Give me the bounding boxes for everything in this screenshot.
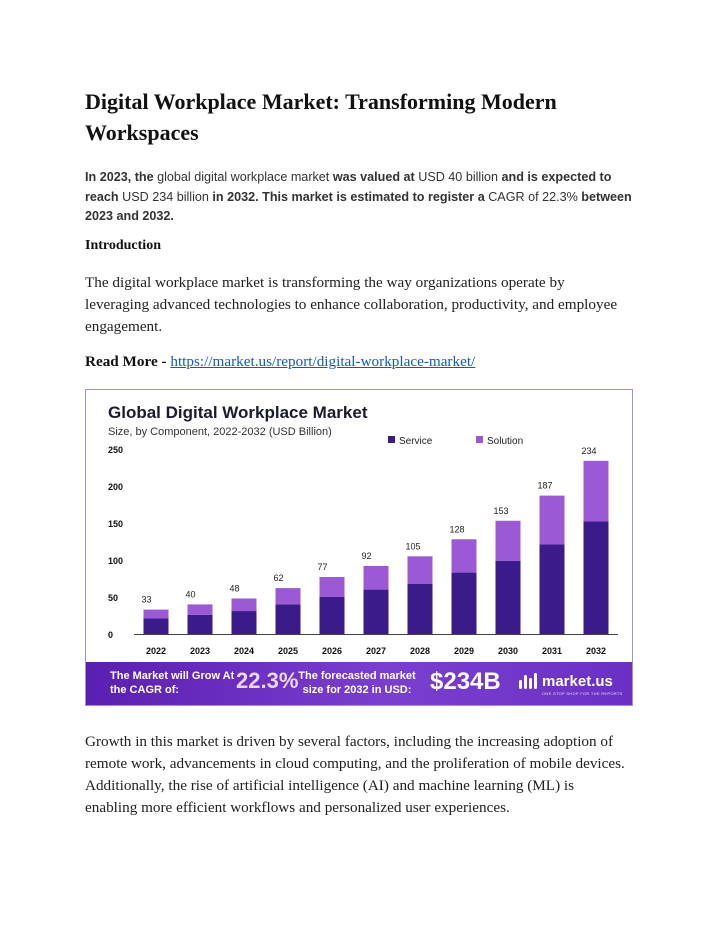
x-tick-label-2028: 2028 (409, 646, 431, 656)
market-us-logo (518, 672, 623, 696)
summary-part-8: CAGR of 22.3% (484, 189, 582, 204)
chart-bars (142, 446, 609, 634)
read-more-label: Read More - (85, 353, 171, 370)
forecast-value: $234B (430, 668, 501, 695)
y-tick-label: 50 (108, 593, 119, 603)
growth-paragraph: Growth in this market is driven by several factors, including the increasing adoption of remote work, advancements in cloud computing, and the proliferation of mobile devices. Additionally, the rise of artificial intelligence (AI) and machine learning (ML) is enabling more efficient workflows and personalized user experiences. (85, 733, 625, 816)
logo-text: market.us (542, 672, 613, 690)
summary-part-1: In 2023, the (85, 170, 154, 184)
bar-total-label-2030: 153 (493, 505, 509, 516)
bar-solution-2026 (320, 577, 345, 597)
bar-total-label-2023: 40 (185, 589, 196, 600)
bar-total-label-2026: 77 (317, 562, 328, 573)
x-tick-label-2026: 2026 (321, 646, 343, 656)
bar-service-2030 (496, 561, 521, 634)
bar-total-label-2032: 234 (581, 445, 597, 456)
bar-solution-2024 (232, 598, 257, 611)
bar-service-2024 (232, 611, 257, 634)
x-tick-label-2025: 2025 (277, 646, 299, 656)
infographic-footer (86, 662, 633, 705)
bar-chart (86, 390, 633, 664)
bar-solution-2022 (144, 610, 169, 619)
bar-total-label-2031: 187 (537, 480, 553, 491)
read-more (85, 353, 475, 371)
y-tick-label: 100 (108, 556, 124, 566)
logo-tagline: ONE STOP SHOP FOR THE REPORTS (542, 691, 623, 696)
bar-service-2031 (540, 544, 565, 634)
legend-swatch-solution (476, 436, 483, 443)
forecast-caption: The forecasted market size for 2032 in USD: (298, 670, 416, 696)
chart-subtitle: Size, by Component, 2022-2032 (USD Billion) (108, 426, 332, 438)
x-axis (146, 646, 606, 656)
bar-service-2026 (320, 597, 345, 634)
bar-solution-2027 (364, 566, 389, 590)
summary-part-2: global digital workplace market (153, 170, 333, 184)
x-tick-label-2027: 2027 (365, 646, 387, 656)
bar-total-label-2029: 128 (449, 524, 465, 535)
market-us-logo-icon (518, 672, 538, 690)
bar-service-2022 (144, 618, 169, 634)
legend-label-service: Service (399, 436, 433, 447)
introduction-paragraph: The digital workplace market is transforming the way organizations operate by leveraging advanced technologies to enhance collaboration, productivity, and employee engagement. (85, 274, 618, 335)
bar-service-2028 (408, 584, 433, 634)
bar-total-label-2025: 62 (273, 573, 284, 584)
chart-title: Global Digital Workplace Market (108, 403, 368, 422)
y-tick-label: 200 (108, 482, 124, 492)
summary-part-9: between 2023 and 2032. (85, 189, 632, 223)
x-tick-label-2023: 2023 (189, 646, 211, 656)
introduction-heading: Introduction (85, 238, 161, 253)
x-tick-label-2022: 2022 (145, 646, 167, 656)
bar-solution-2028 (408, 556, 433, 583)
cagr-value: 22.3% (236, 668, 299, 693)
bar-total-label-2024: 48 (229, 583, 240, 594)
summary-part-6: USD 234 billion (118, 189, 213, 204)
x-tick-label-2029: 2029 (453, 646, 475, 656)
y-tick-label: 250 (108, 445, 124, 455)
bar-service-2023 (188, 615, 213, 634)
bar-solution-2023 (188, 604, 213, 614)
summary-part-4: USD 40 billion (414, 170, 502, 184)
bar-service-2027 (364, 590, 389, 634)
chart-legend (388, 436, 523, 447)
x-tick-label-2032: 2032 (585, 646, 607, 656)
summary-part-7: in 2032. This market is estimated to register a (212, 189, 485, 204)
bar-total-label-2022: 33 (141, 594, 152, 605)
summary-part-3: was valued at (332, 170, 415, 184)
market-summary (85, 168, 645, 227)
y-tick-label: 0 (108, 630, 114, 640)
bar-service-2025 (276, 604, 301, 634)
bar-solution-2032 (584, 461, 609, 522)
x-tick-label-2031: 2031 (541, 646, 563, 656)
bar-solution-2030 (496, 521, 521, 561)
market-infographic (85, 389, 633, 706)
x-tick-label-2030: 2030 (497, 646, 519, 656)
bar-solution-2025 (276, 588, 301, 604)
bar-total-label-2027: 92 (361, 550, 372, 561)
bar-service-2032 (584, 522, 609, 634)
bar-service-2029 (452, 573, 477, 634)
y-tick-label: 150 (108, 519, 124, 529)
article-title: Digital Workplace Market: Transforming Modern Workspaces (85, 89, 557, 145)
legend-swatch-service (388, 436, 395, 443)
bar-total-label-2028: 105 (405, 541, 421, 552)
read-more-link[interactable]: https://market.us/report/digital-workplace-market/ (170, 353, 476, 370)
x-tick-label-2024: 2024 (233, 646, 255, 656)
summary-part-5: and is expected to reach (85, 170, 612, 204)
bar-solution-2031 (540, 496, 565, 545)
cagr-caption: The Market will Grow At the CAGR of: (110, 670, 235, 696)
legend-label-solution: Solution (487, 436, 524, 447)
bar-solution-2029 (452, 539, 477, 572)
